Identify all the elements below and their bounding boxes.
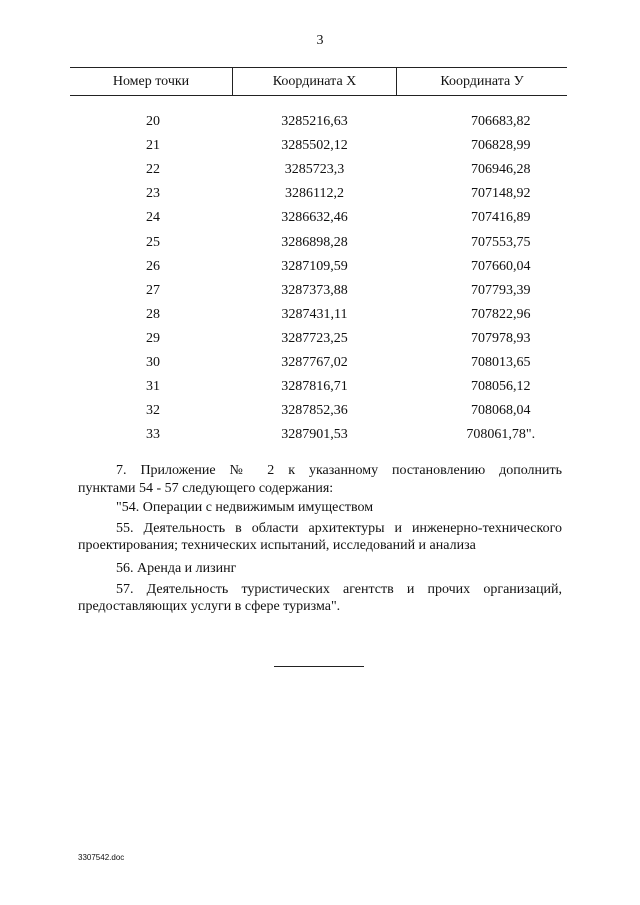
coordinate-y: 707553,75 bbox=[471, 234, 531, 250]
page-number: 3 bbox=[316, 33, 324, 48]
coordinate-x: 3285502,12 bbox=[281, 138, 348, 154]
coordinate-x: 3285723,3 bbox=[284, 162, 345, 178]
point-number: 33 bbox=[146, 427, 160, 443]
coordinate-x: 3287373,88 bbox=[281, 282, 348, 298]
table-header-row bbox=[70, 68, 567, 96]
point-number: 24 bbox=[146, 210, 160, 226]
point-number: 28 bbox=[146, 306, 160, 322]
coordinate-x: 3286632,46 bbox=[281, 210, 348, 226]
table-row bbox=[70, 327, 567, 351]
coordinate-y: 706946,28 bbox=[471, 162, 531, 178]
closing-rule bbox=[274, 666, 364, 667]
table-row bbox=[70, 279, 567, 303]
paragraph-7-line-1: 7. Приложение № 2 к указанному постановлению дополнить bbox=[116, 463, 562, 478]
table-row bbox=[70, 399, 567, 423]
coordinate-x: 3287901,53 bbox=[281, 427, 348, 443]
point-number: 32 bbox=[146, 403, 160, 419]
point-number: 25 bbox=[146, 234, 160, 250]
coordinate-x: 3285216,63 bbox=[281, 114, 348, 130]
table-row bbox=[70, 423, 567, 447]
coordinate-y: 707416,89 bbox=[471, 210, 531, 226]
coordinate-y: 708068,04 bbox=[471, 403, 531, 419]
table-row bbox=[70, 182, 567, 206]
coordinate-x: 3287723,25 bbox=[281, 330, 348, 346]
table-row bbox=[70, 206, 567, 230]
item-54: "54. Операции с недвижимым имуществом bbox=[116, 500, 374, 515]
coordinate-y: 707793,39 bbox=[471, 282, 531, 298]
point-number: 20 bbox=[146, 114, 160, 130]
coordinates-table bbox=[70, 67, 567, 447]
point-number: 29 bbox=[146, 330, 160, 346]
coordinate-x: 3287852,36 bbox=[281, 403, 348, 419]
table-row bbox=[70, 158, 567, 182]
coordinate-x: 3287767,02 bbox=[281, 354, 348, 370]
header-coordinate-y: Координата У bbox=[397, 68, 568, 96]
table-row bbox=[70, 230, 567, 254]
coordinate-y: 706683,82 bbox=[471, 114, 531, 130]
point-number: 21 bbox=[146, 138, 160, 154]
coordinate-y: 707978,93 bbox=[471, 330, 531, 346]
point-number: 22 bbox=[146, 162, 160, 178]
coordinate-x: 3286112,2 bbox=[285, 186, 344, 202]
paragraph-7-line-2: пунктами 54 - 57 следующего содержания: bbox=[78, 481, 334, 496]
point-number: 30 bbox=[146, 354, 160, 370]
coordinate-x: 3287431,11 bbox=[281, 306, 348, 322]
coordinate-y: 707148,92 bbox=[471, 186, 531, 202]
header-point-number: Номер точки bbox=[70, 68, 233, 96]
coordinate-y: 708061,78". bbox=[466, 427, 536, 443]
coordinate-y: 708056,12 bbox=[471, 379, 531, 395]
table-row bbox=[70, 303, 567, 327]
table-spacer bbox=[70, 96, 567, 111]
document-filename: 3307542.doc bbox=[78, 853, 125, 862]
coordinate-x: 3287109,59 bbox=[281, 258, 348, 274]
table-row bbox=[70, 134, 567, 158]
point-number: 23 bbox=[146, 186, 160, 202]
table-row bbox=[70, 375, 567, 399]
coordinate-y: 708013,65 bbox=[471, 354, 531, 370]
header-coordinate-x: Координата X bbox=[233, 68, 397, 96]
table-row bbox=[70, 255, 567, 279]
item-56: 56. Аренда и лизинг bbox=[116, 561, 237, 576]
item-57: 57. Деятельность туристических агентств и прочих организаций, предоставляющих услуги в сфере туризма". bbox=[78, 582, 562, 614]
coordinate-y: 707822,96 bbox=[471, 306, 531, 322]
point-number: 27 bbox=[146, 282, 160, 298]
point-number: 31 bbox=[146, 379, 160, 395]
coordinate-x: 3287816,71 bbox=[281, 379, 348, 395]
coordinate-y: 706828,99 bbox=[471, 138, 531, 154]
item-55: 55. Деятельность в области архитектуры и инженерно-технического проектирования; технических испытаний, исследований и анализа bbox=[78, 521, 562, 553]
table-row bbox=[70, 110, 567, 134]
coordinate-x: 3286898,28 bbox=[281, 234, 348, 250]
coordinate-y: 707660,04 bbox=[471, 258, 531, 274]
table-row bbox=[70, 351, 567, 375]
point-number: 26 bbox=[146, 258, 160, 274]
